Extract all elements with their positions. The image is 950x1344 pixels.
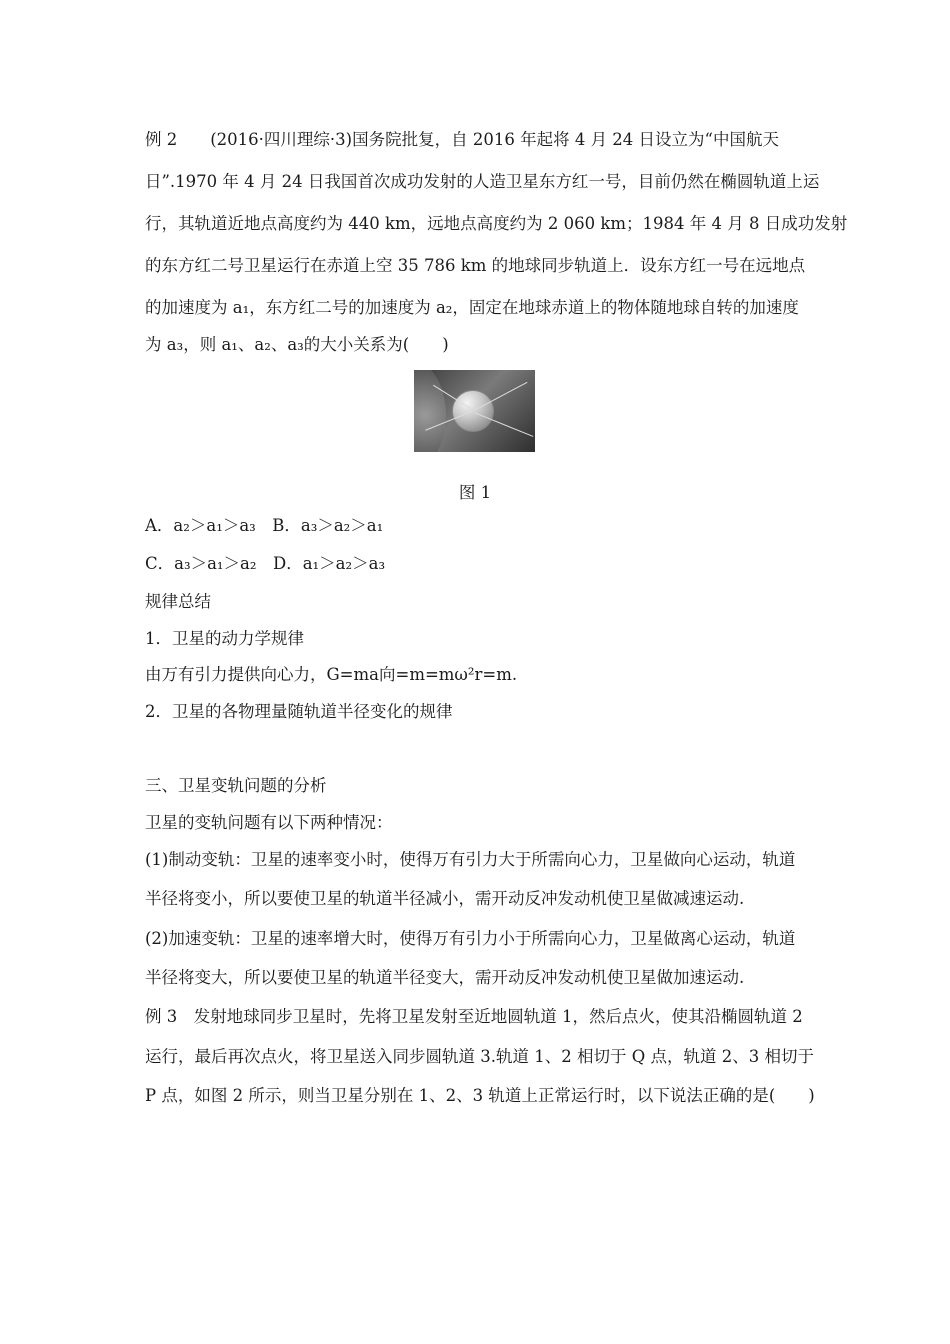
options-a-b: A．a₂＞a₁＞a₃ B．a₃＞a₂＞a₁ bbox=[145, 516, 384, 535]
example3-line-3: P 点，如图 2 所示，则当卫星分别在 1、2、3 轨道上正常运行时，以下说法正确的是( ) bbox=[145, 1086, 815, 1105]
example2-line-5: 的加速度为 a₁，东方红二号的加速度为 a₂，固定在地球赤道上的物体随地球自转的加速度 bbox=[145, 298, 799, 317]
example2-line-3: 行，其轨道近地点高度约为 440 km，远地点高度约为 2 060 km；1984 年 4 月 8 日成功发射 bbox=[145, 214, 848, 233]
section3-p2-line1: (2)加速变轨：卫星的速率增大时，使得万有引力小于所需向心力，卫星做离心运动，轨道 bbox=[145, 929, 796, 948]
summary-formula: 由万有引力提供向心力，G=ma向=m=mω²r=m. bbox=[145, 665, 518, 684]
example3-line-2: 运行，最后再次点火，将卫星送入同步圆轨道 3.轨道 1、2 相切于 Q 点，轨道 2、3 相切于 bbox=[145, 1047, 814, 1066]
summary-item-2: 2．卫星的各物理量随轨道半径变化的规律 bbox=[145, 702, 453, 721]
example2-line-2: 日”.1970 年 4 月 24 日我国首次成功发射的人造卫星东方红一号，目前仍然在椭圆轨道上运 bbox=[145, 172, 820, 191]
section3-heading: 三、卫星变轨问题的分析 bbox=[145, 776, 327, 795]
section3-p2-line2: 半径将变大，所以要使卫星的轨道半径变大，需开动反冲发动机使卫星做加速运动. bbox=[145, 968, 745, 987]
example2-line-1: 例 2 (2016·四川理综·3)国务院批复，自 2016 年起将 4 月 24 日设立为“中国航天 bbox=[145, 130, 779, 149]
section3-p1-line2: 半径将变小，所以要使卫星的轨道半径减小，需开动反冲发动机使卫星做减速运动. bbox=[145, 889, 745, 908]
section3-p1-line1: (1)制动变轨：卫星的速率变小时，使得万有引力大于所需向心力，卫星做向心运动，轨道 bbox=[145, 850, 796, 869]
summary-heading: 规律总结 bbox=[145, 592, 211, 611]
example2-line-4: 的东方红二号卫星运行在赤道上空 35 786 km 的地球同步轨道上．设东方红一号在远地点 bbox=[145, 256, 806, 275]
example3-line-1: 例 3 发射地球同步卫星时，先将卫星发射至近地圆轨道 1，然后点火，使其沿椭圆轨道 2 bbox=[145, 1007, 803, 1026]
satellite-sphere bbox=[452, 390, 494, 432]
figure-1-caption: 图 1 bbox=[458, 483, 492, 502]
summary-item-1: 1．卫星的动力学规律 bbox=[145, 629, 304, 648]
example2-line-6: 为 a₃，则 a₁、a₂、a₃的大小关系为( ) bbox=[145, 335, 449, 354]
satellite-photo bbox=[414, 370, 535, 452]
options-c-d: C．a₃＞a₁＞a₂ D．a₁＞a₂＞a₃ bbox=[145, 554, 386, 573]
section3-intro: 卫星的变轨问题有以下两种情况： bbox=[145, 813, 393, 832]
